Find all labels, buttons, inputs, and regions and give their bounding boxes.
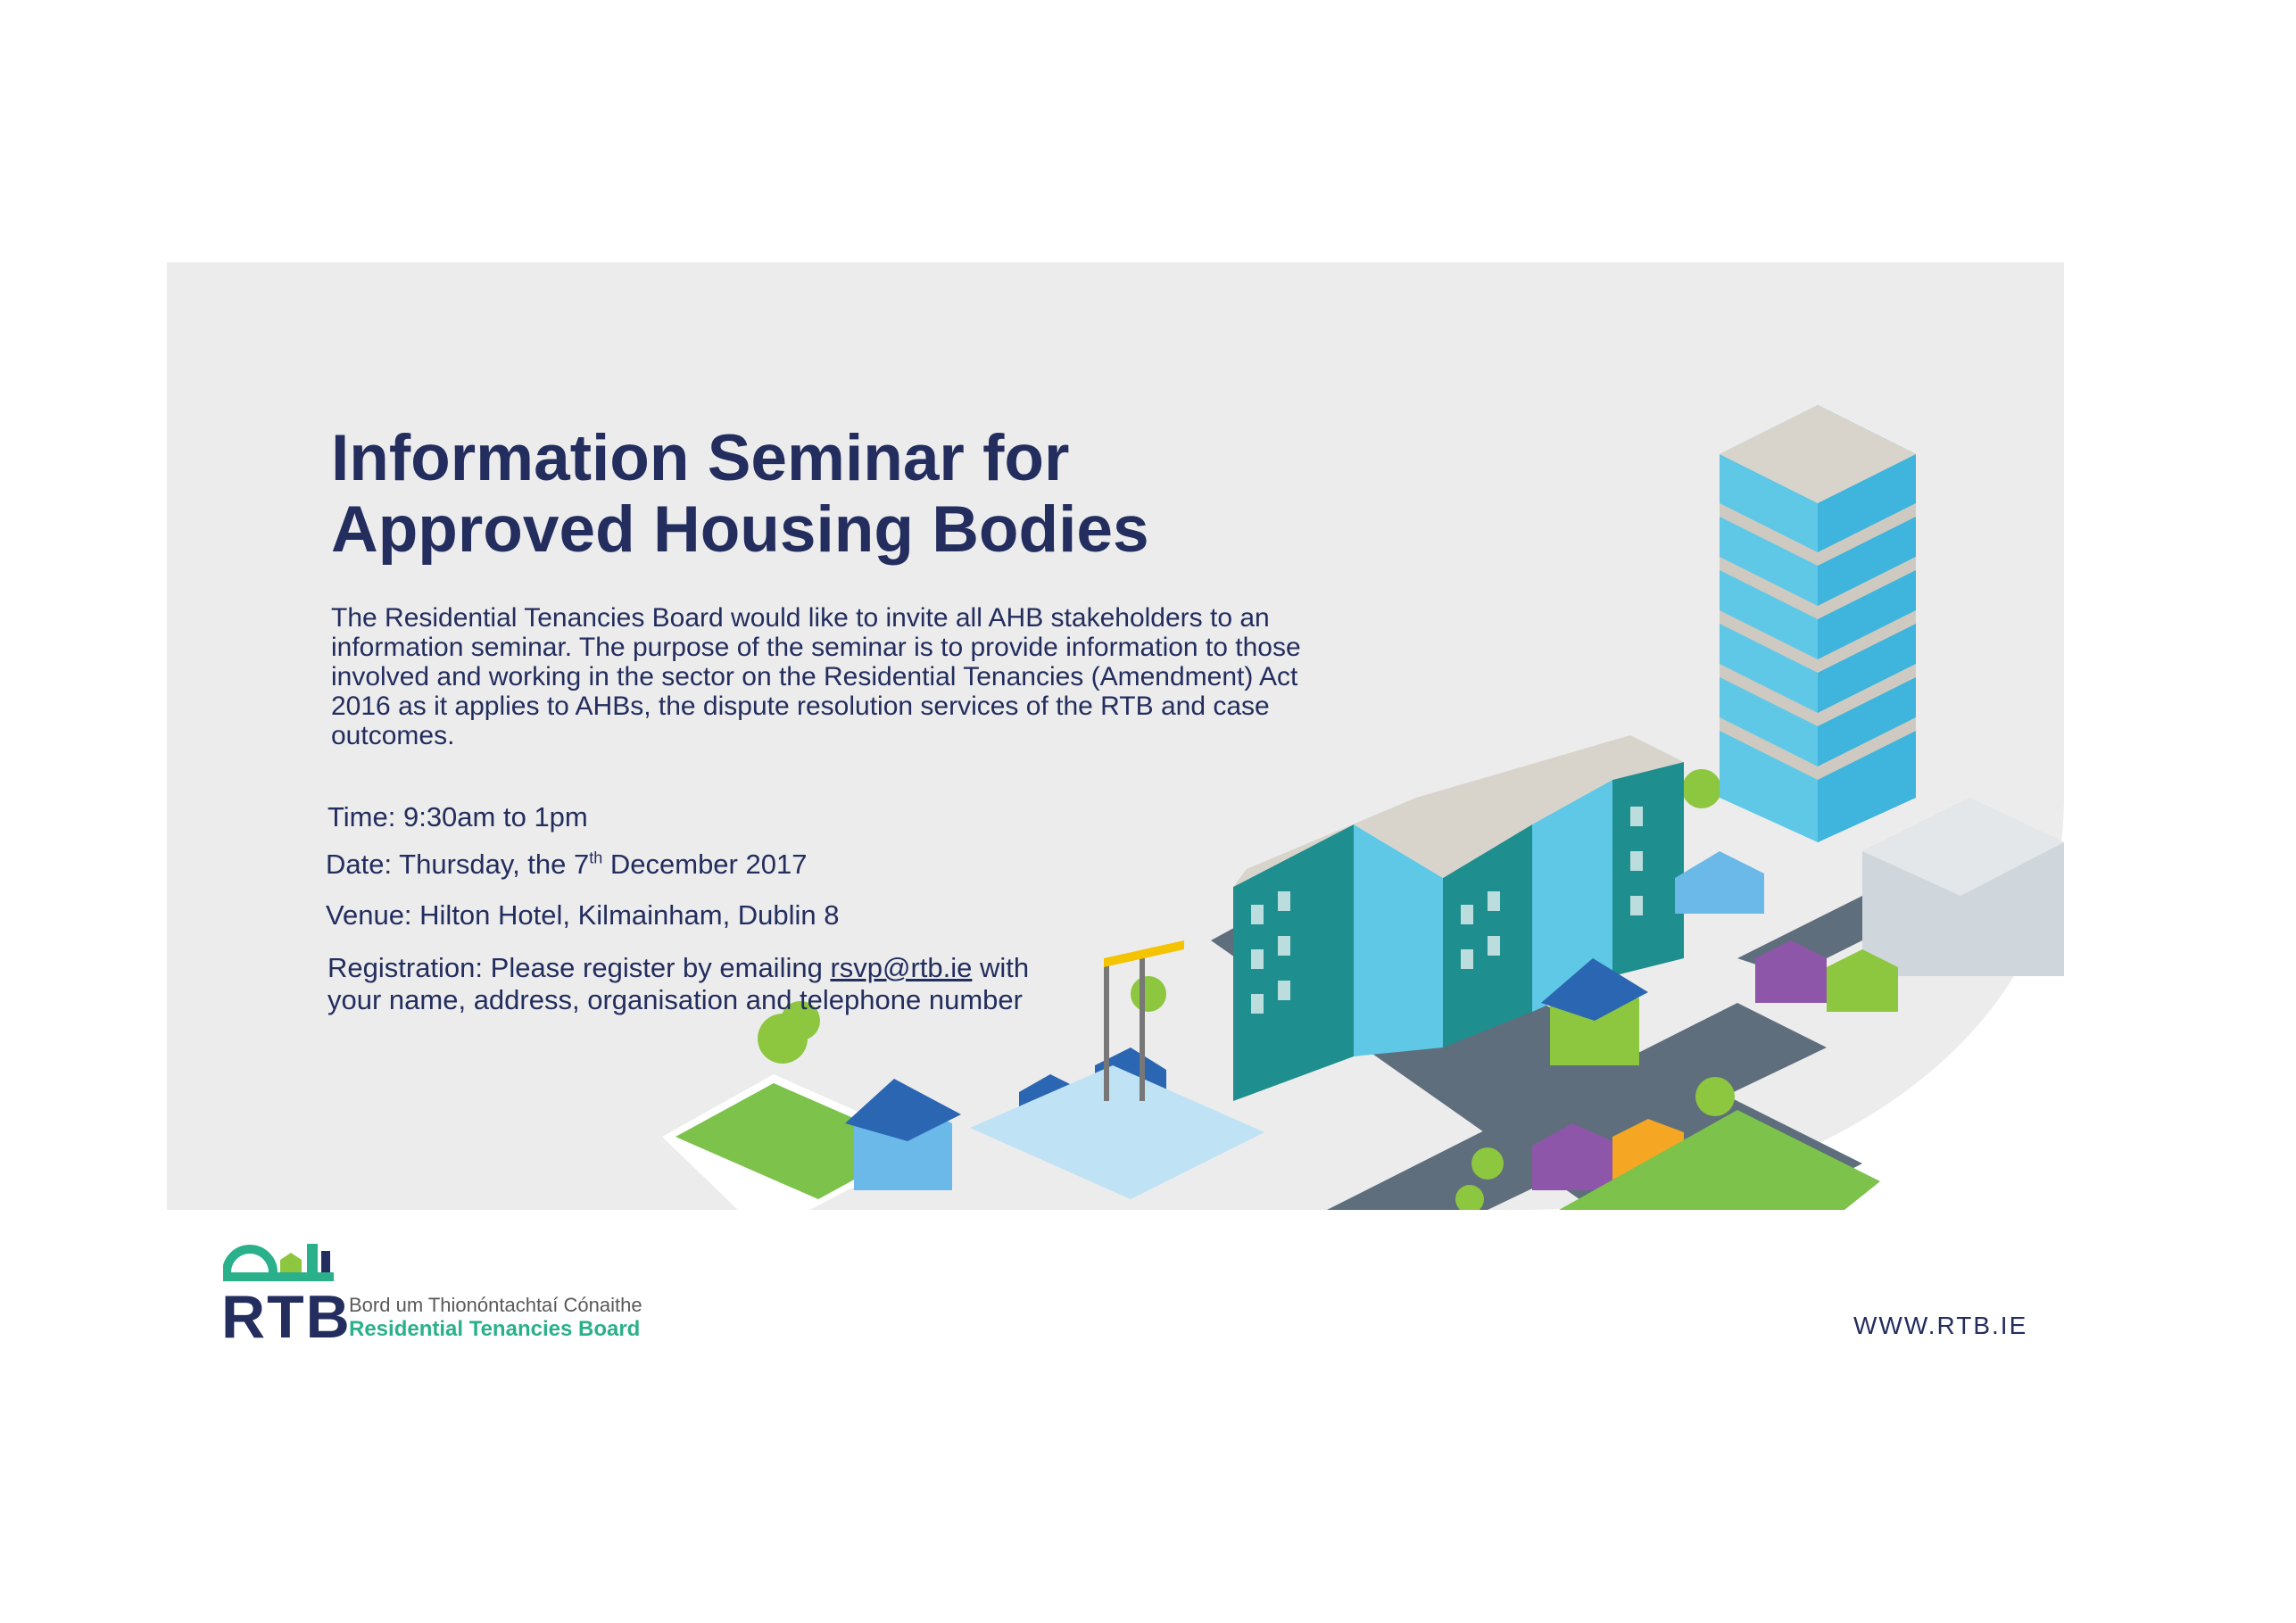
venue-detail: Venue: Hilton Hotel, Kilmainham, Dublin 8: [326, 899, 840, 931]
registration-line-2: your name, address, organisation and telephone number: [327, 984, 1023, 1015]
page-title: [331, 423, 1402, 566]
website-link[interactable]: WWW.RTB.IE: [1853, 1312, 2028, 1339]
seminar-banner: [167, 262, 2064, 1210]
intro-line: information seminar. The purpose of the seminar is to provide information to those: [331, 633, 1301, 662]
time-detail: Time: 9:30am to 1pm: [327, 801, 588, 832]
rtb-logo: [221, 1233, 650, 1349]
intro-line: The Residential Tenancies Board would like to invite all AHB stakeholders to an: [331, 603, 1270, 633]
intro-paragraph: [331, 603, 1429, 750]
date-ordinal: th: [589, 849, 603, 867]
date-detail: [326, 848, 807, 882]
date-prefix: Date: Thursday, the 7: [326, 849, 590, 880]
rsvp-email-link[interactable]: rsvp@rtb.ie: [830, 952, 973, 983]
title-line-2: Approved Housing Bodies: [331, 493, 1149, 566]
logo-irish-name: Bord um Thionóntachtaí Cónaithe: [349, 1294, 642, 1316]
registration-detail: [327, 952, 1029, 1016]
intro-line: outcomes.: [331, 721, 455, 750]
rtb-logo-mark-icon: [223, 1233, 339, 1285]
intro-line: 2016 as it applies to AHBs, the dispute resolution services of the RTB and case: [331, 691, 1270, 721]
date-suffix: December 2017: [602, 849, 808, 880]
registration-prefix: Registration: Please register by emailing: [327, 952, 831, 983]
intro-line: involved and working in the sector on the Residential Tenancies (Amendment) Act: [331, 662, 1298, 691]
title-line-1: Information Seminar for: [331, 422, 1070, 494]
logo-wordmark: RTB: [221, 1283, 352, 1351]
registration-suffix: with: [972, 952, 1030, 983]
logo-english-name: Residential Tenancies Board: [349, 1317, 641, 1341]
